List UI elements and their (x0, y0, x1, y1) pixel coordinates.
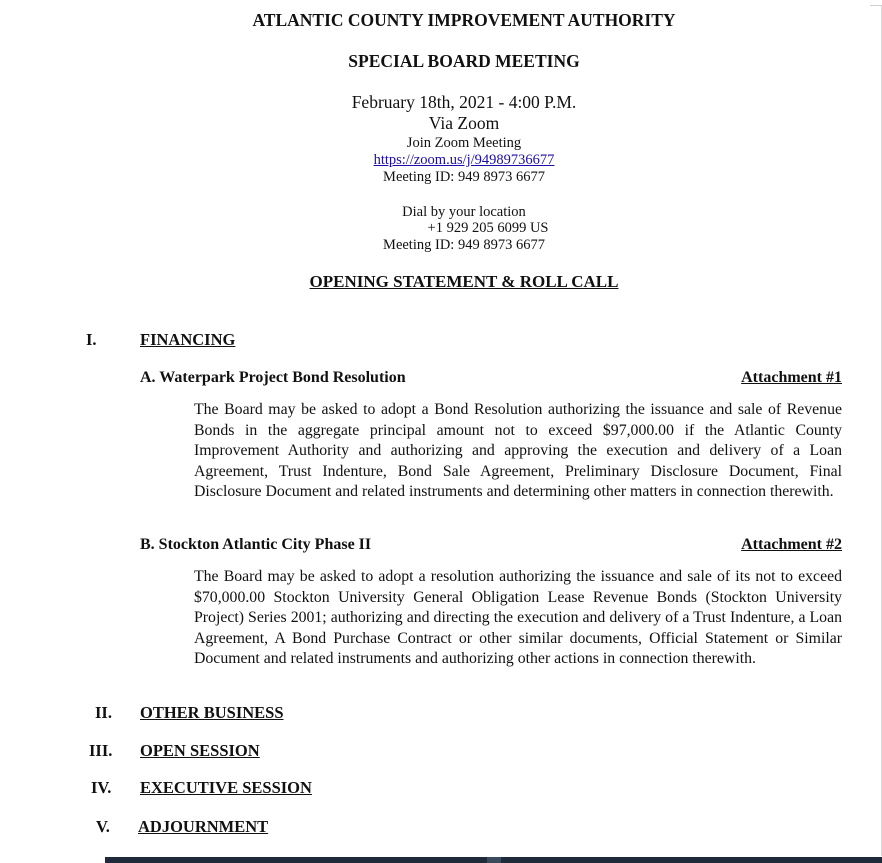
item-a-description: The Board may be asked to adopt a Bond Resolution authorizing the issuance and sale of Revenue Bonds in the aggregate principal amount not to exceed $97,000.00 if the Atlantic County Improvement Authority and authorizing and approving the execution and delivery of a Loan Agreement, Trust Indenture, Bond Sale Agreement, Preliminary Disclosure Document, Final Disclosure Document and related instruments and determining other matters in connection therewith. (194, 401, 842, 500)
attachment-2-link[interactable]: Attachment #2 (741, 536, 842, 553)
meeting-id: Meeting ID: 949 8973 6677 (383, 169, 545, 185)
section-title-other-business: OTHER BUSINESS (140, 703, 284, 722)
item-heading-a: A. Waterpark Project Bond Resolution (140, 369, 406, 386)
section-numeral-1: I. (86, 330, 97, 349)
taskbar-strip (105, 857, 882, 863)
meeting-id-dial: Meeting ID: 949 8973 6677 (383, 237, 545, 253)
opening-statement: OPENING STATEMENT & ROLL CALL (309, 272, 619, 291)
section-numeral-2: II. (95, 703, 112, 722)
section-title-financing: FINANCING (140, 330, 236, 349)
section-title-executive-session: EXECUTIVE SESSION (140, 778, 312, 797)
dial-phone: +1 929 205 6099 US (427, 220, 549, 236)
section-numeral-5: V. (96, 817, 110, 836)
section-numeral-3: III. (89, 741, 113, 760)
section-numeral-4: IV. (91, 778, 112, 797)
meeting-date-time: February 18th, 2021 - 4:00 P.M. (351, 92, 577, 112)
meeting-type: SPECIAL BOARD MEETING (348, 51, 580, 71)
item-heading-b: B. Stockton Atlantic City Phase II (140, 536, 372, 553)
section-title-adjournment: ADJOURNMENT (138, 817, 269, 836)
zoom-link[interactable]: https://zoom.us/j/94989736677 (373, 152, 555, 168)
attachment-1-link[interactable]: Attachment #1 (741, 369, 842, 386)
taskbar-segment (487, 857, 501, 863)
document-title: ATLANTIC COUNTY IMPROVEMENT AUTHORITY (252, 10, 676, 30)
meeting-venue: Via Zoom (428, 113, 500, 133)
section-title-open-session: OPEN SESSION (140, 741, 260, 760)
item-b-description: The Board may be asked to adopt a resolution authorizing the issuance and sale of its not to exceed $70,000.00 Stockton University General Obligation Lease Revenue Bonds (Stockton University Project) Series 2001; authorizing and directing the execution and delivery of a Trust Indenture, a Loan Agreement, A Bond Purchase Contract or other similar documents, Official Statement or Similar Document and related instruments and authorizing other actions in connection therewith. (194, 568, 842, 667)
join-label: Join Zoom Meeting (406, 135, 522, 151)
dial-label: Dial by your location (402, 204, 526, 220)
